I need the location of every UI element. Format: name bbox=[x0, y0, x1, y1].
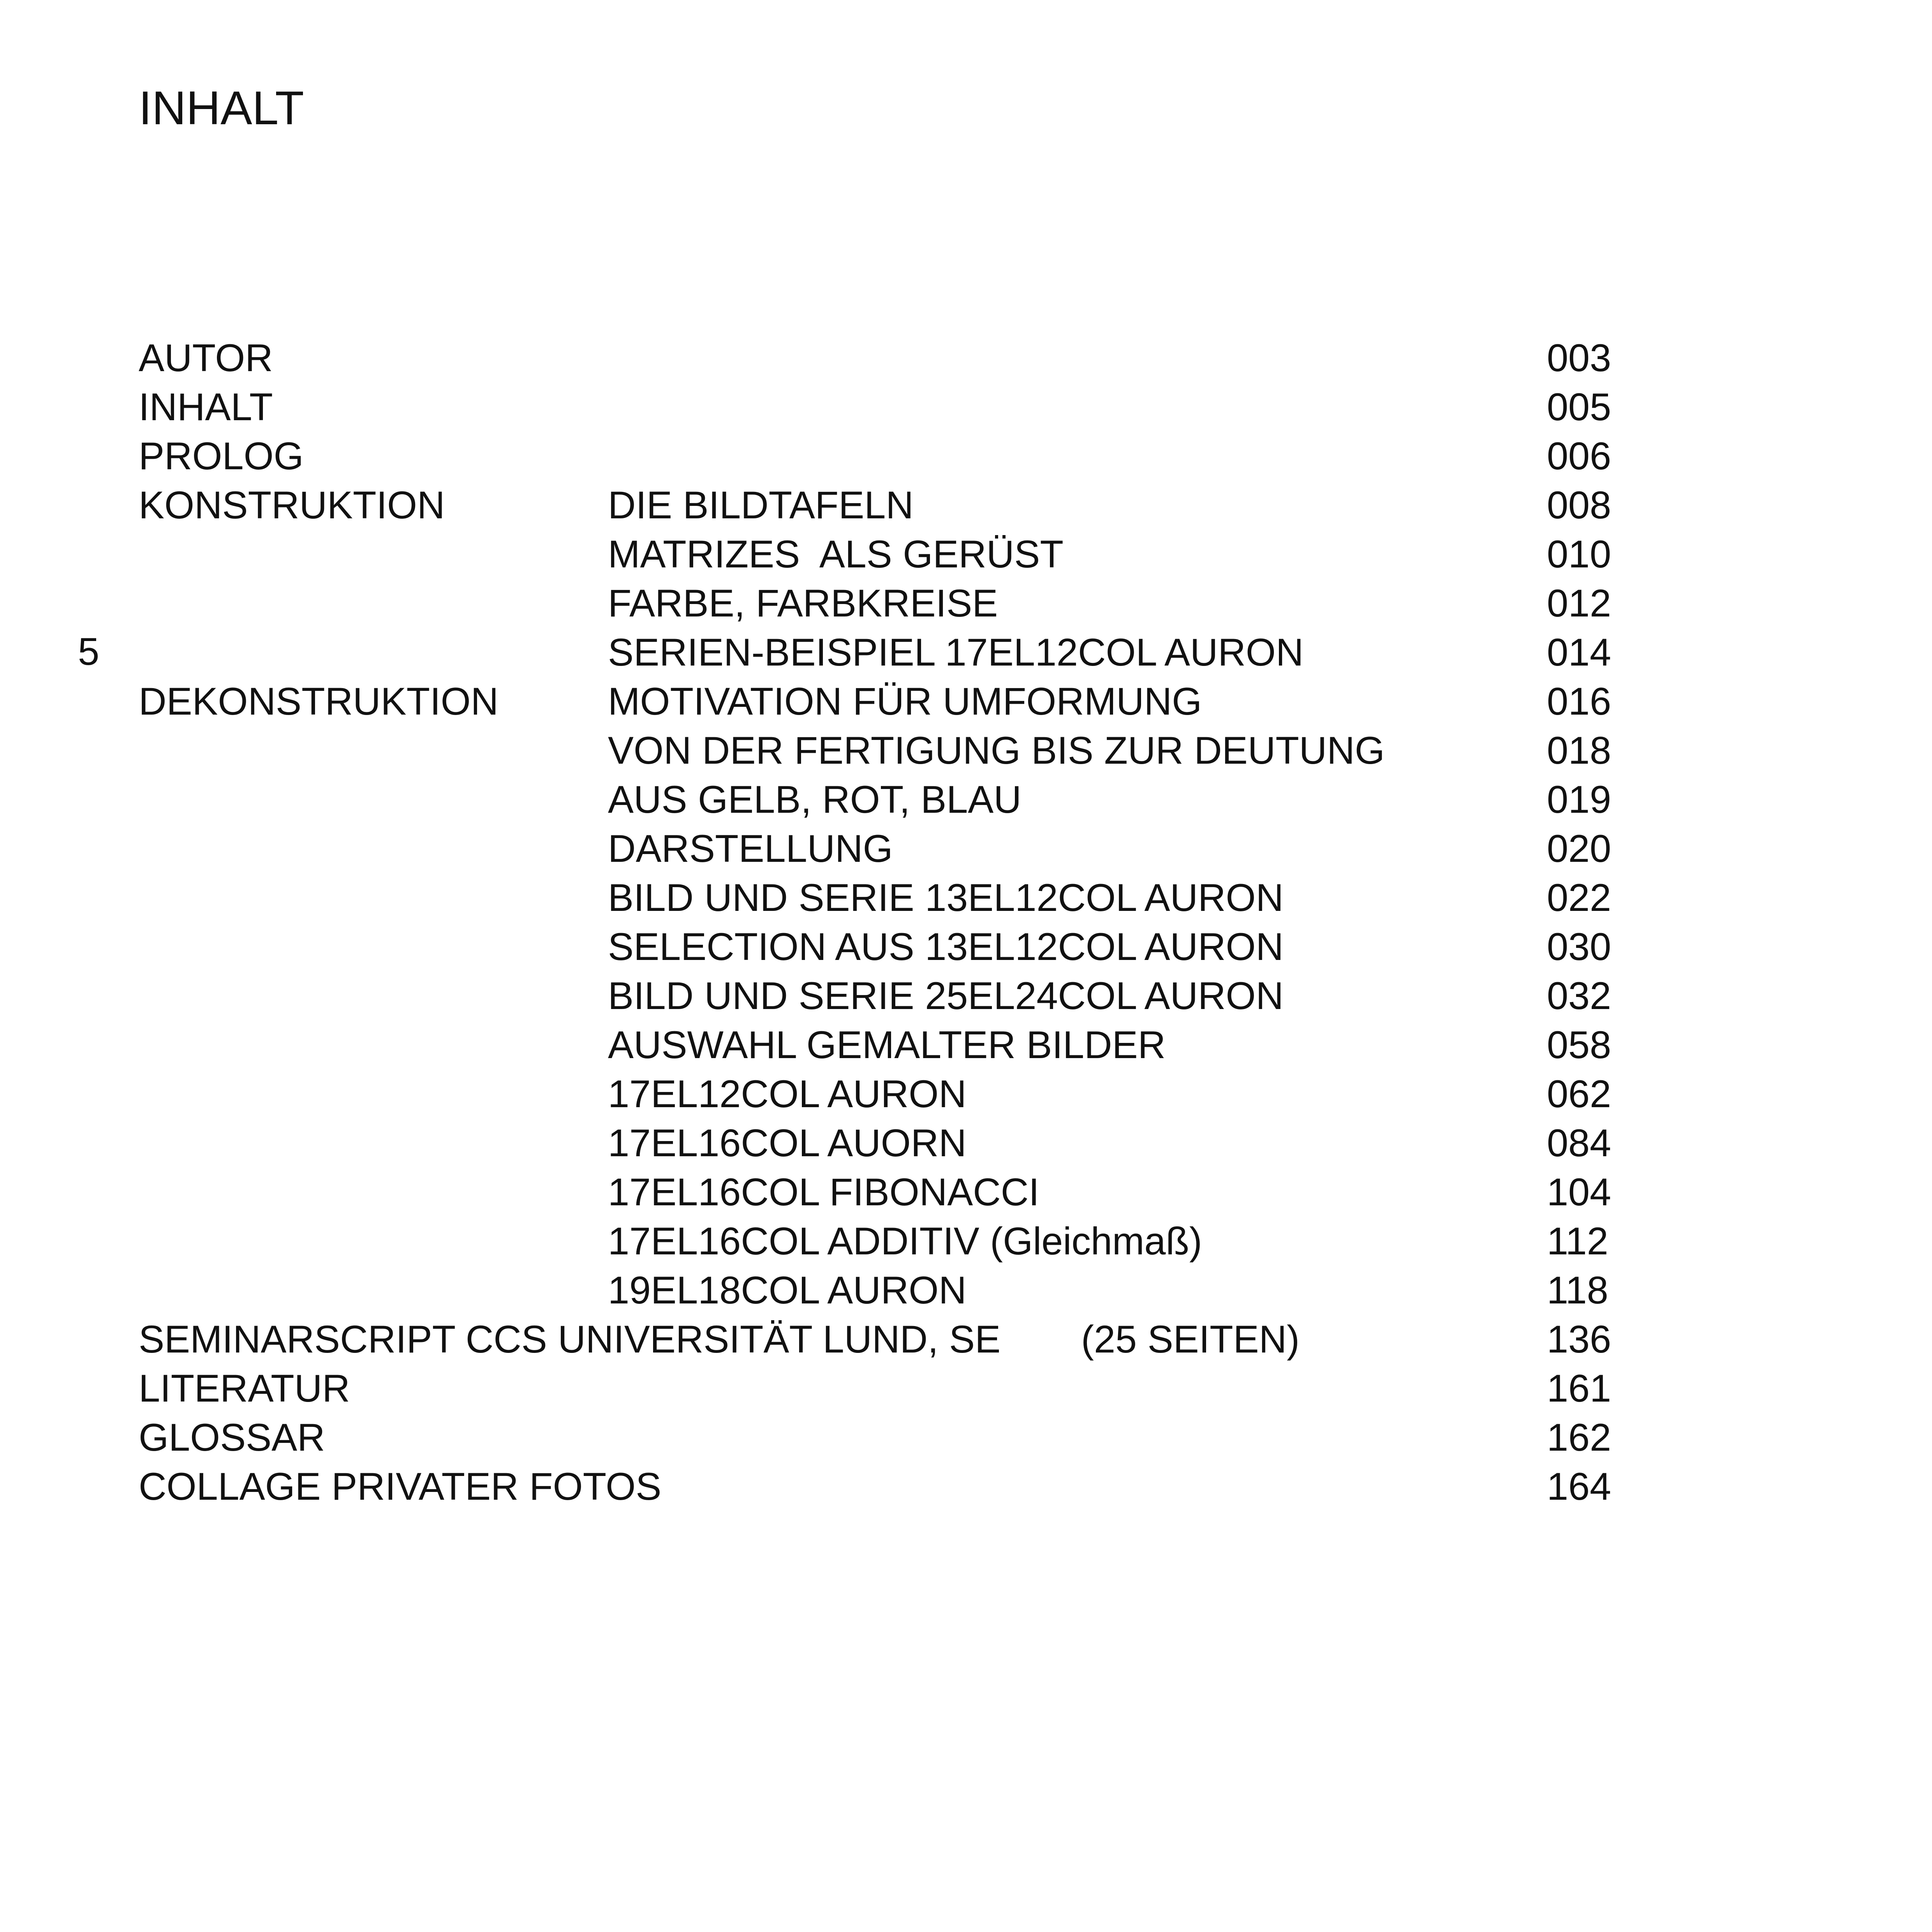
toc-topic: MATRIZES ALS GERÜST bbox=[608, 532, 1064, 576]
page-title: INHALT bbox=[139, 81, 304, 134]
toc-topic: BILD UND SERIE 13EL12COL AURON bbox=[608, 876, 1284, 919]
toc-page-number: 016 bbox=[1547, 680, 1611, 723]
toc-topic: SERIEN-BEISPIEL 17EL12COL AURON bbox=[608, 630, 1304, 674]
toc-page-number: 020 bbox=[1547, 827, 1611, 870]
toc-page-number: 014 bbox=[1547, 630, 1611, 674]
toc-row bbox=[139, 922, 1619, 971]
toc-page-number: 164 bbox=[1547, 1465, 1611, 1508]
toc-row bbox=[139, 530, 1619, 579]
toc-topic: 17EL16COL FIBONACCI bbox=[608, 1170, 1039, 1213]
toc-note: (25 SEITEN) bbox=[1081, 1317, 1300, 1361]
toc-page-number: 161 bbox=[1547, 1367, 1611, 1410]
toc-row bbox=[139, 382, 1619, 431]
toc-topic: 17EL16COL ADDITIV (Gleichmaß) bbox=[608, 1219, 1202, 1263]
toc-section: DEKONSTRUKTION bbox=[139, 680, 499, 723]
toc-row bbox=[139, 1266, 1619, 1315]
toc-row bbox=[139, 677, 1619, 726]
toc-page-number: 032 bbox=[1547, 974, 1611, 1017]
toc-row bbox=[139, 1020, 1619, 1069]
toc-topic: AUS GELB, ROT, BLAU bbox=[608, 778, 1021, 821]
table-of-contents bbox=[139, 333, 1619, 1511]
toc-topic: 17EL12COL AURON bbox=[608, 1072, 967, 1115]
toc-section: AUTOR bbox=[139, 336, 273, 379]
toc-page-number: 008 bbox=[1547, 483, 1611, 527]
toc-section: GLOSSAR bbox=[139, 1416, 325, 1459]
toc-row bbox=[139, 824, 1619, 873]
toc-topic: DIE BILDTAFELN bbox=[608, 483, 914, 527]
toc-topic: VON DER FERTIGUNG BIS ZUR DEUTUNG bbox=[608, 729, 1385, 772]
toc-row bbox=[139, 1069, 1619, 1118]
toc-section: KONSTRUKTION bbox=[139, 483, 445, 527]
toc-row bbox=[139, 775, 1619, 824]
toc-page-number: 162 bbox=[1547, 1416, 1611, 1459]
toc-topic: 19EL18COL AURON bbox=[608, 1268, 967, 1312]
toc-row bbox=[139, 873, 1619, 922]
toc-page-number: 118 bbox=[1547, 1268, 1608, 1312]
toc-section: SEMINARSCRIPT CCS UNIVERSITÄT LUND, SE bbox=[139, 1317, 1001, 1361]
toc-row bbox=[139, 1168, 1619, 1217]
toc-row bbox=[139, 481, 1619, 530]
toc-page-number: 030 bbox=[1547, 925, 1611, 968]
toc-row bbox=[139, 333, 1619, 382]
toc-section: INHALT bbox=[139, 385, 273, 428]
toc-row bbox=[139, 628, 1619, 677]
toc-page-number: 104 bbox=[1547, 1170, 1611, 1213]
toc-page-number: 058 bbox=[1547, 1023, 1611, 1066]
toc-row bbox=[139, 1118, 1619, 1168]
toc-row bbox=[139, 431, 1619, 481]
toc-row bbox=[139, 579, 1619, 628]
toc-page-number: 010 bbox=[1547, 532, 1611, 576]
toc-page-number: 084 bbox=[1547, 1121, 1611, 1164]
toc-page-number: 136 bbox=[1547, 1317, 1611, 1361]
toc-page-number: 006 bbox=[1547, 434, 1611, 477]
toc-topic: 17EL16COL AUORN bbox=[608, 1121, 967, 1164]
toc-section: COLLAGE PRIVATER FOTOS bbox=[139, 1465, 662, 1508]
toc-topic: AUSWAHL GEMALTER BILDER bbox=[608, 1023, 1166, 1066]
toc-row bbox=[139, 1217, 1619, 1266]
toc-row bbox=[139, 1315, 1619, 1364]
toc-row bbox=[139, 1413, 1619, 1462]
toc-page-number: 012 bbox=[1547, 581, 1611, 625]
toc-topic: MOTIVATION FÜR UMFORMUNG bbox=[608, 680, 1202, 723]
toc-page-number: 022 bbox=[1547, 876, 1611, 919]
toc-row bbox=[139, 971, 1619, 1020]
toc-section: PROLOG bbox=[139, 434, 304, 477]
toc-topic: DARSTELLUNG bbox=[608, 827, 893, 870]
toc-topic: FARBE, FARBKREISE bbox=[608, 581, 998, 625]
toc-topic: BILD UND SERIE 25EL24COL AURON bbox=[608, 974, 1284, 1017]
toc-section: LITERATUR bbox=[139, 1367, 350, 1410]
toc-page-number: 019 bbox=[1547, 778, 1611, 821]
toc-row bbox=[139, 1462, 1619, 1511]
page-number: 5 bbox=[78, 630, 100, 673]
toc-topic: SELECTION AUS 13EL12COL AURON bbox=[608, 925, 1284, 968]
toc-page-number: 018 bbox=[1547, 729, 1611, 772]
toc-row bbox=[139, 726, 1619, 775]
toc-page-number: 062 bbox=[1547, 1072, 1611, 1115]
toc-page-number: 112 bbox=[1547, 1219, 1608, 1263]
toc-page-number: 005 bbox=[1547, 385, 1611, 428]
toc-page-number: 003 bbox=[1547, 336, 1611, 379]
toc-row bbox=[139, 1364, 1619, 1413]
